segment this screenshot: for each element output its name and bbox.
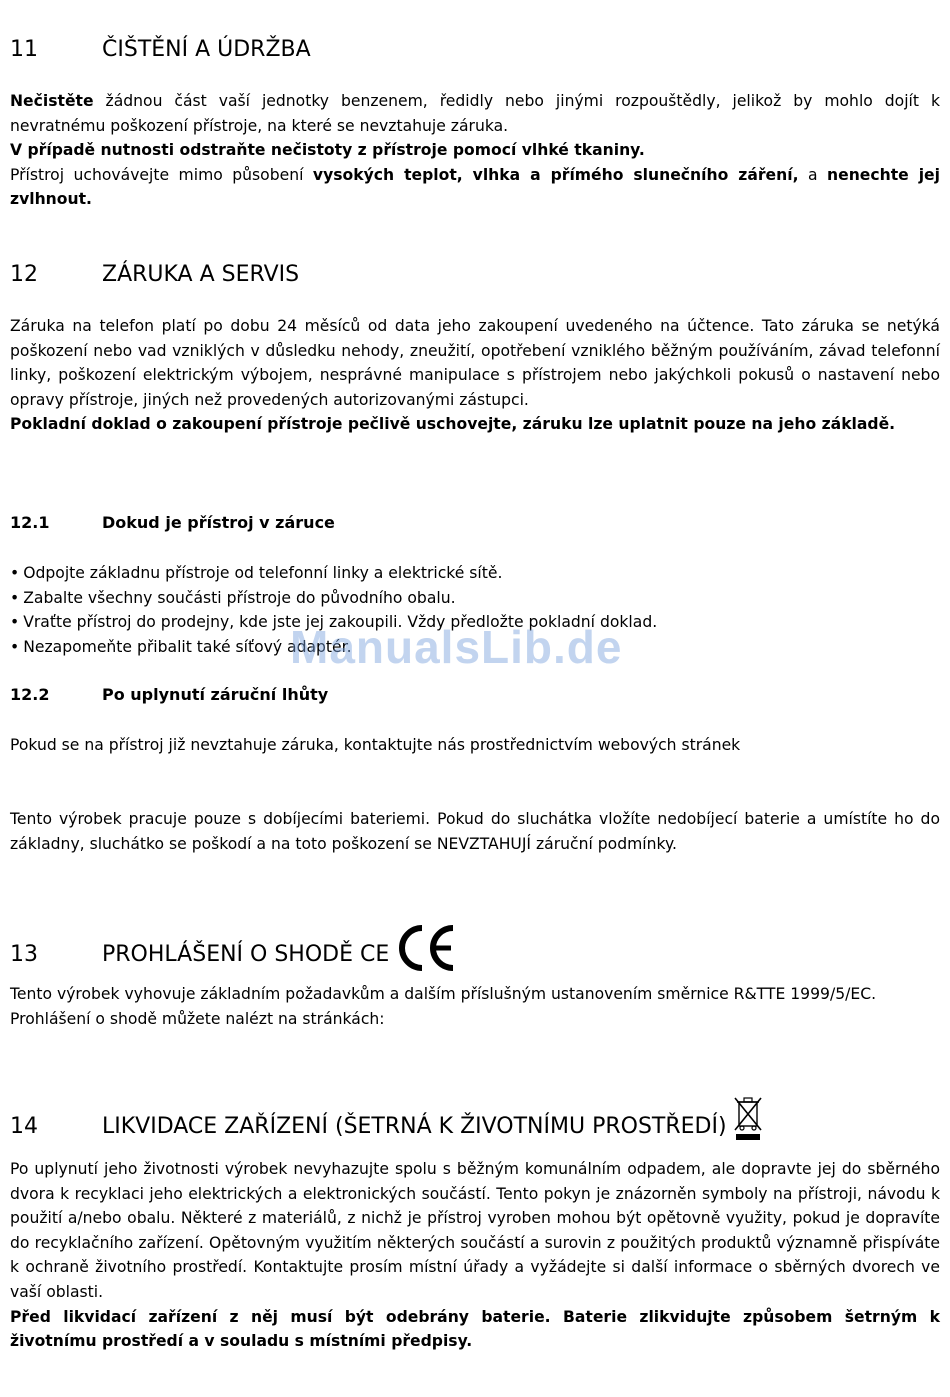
bold-text: nenechte jej zvlhnout. [10, 165, 940, 209]
list-item: • Odpojte základnu přístroje od telefonní linky a elektrické sítě. [10, 561, 940, 586]
section-number: 12 [10, 262, 38, 287]
bold-text: Před likvidací zařízení z něj musí být odebrány baterie. Baterie zlikvidujte způsobem šetrným k životnímu prostředí a v souladu s místními předpisy. [10, 1307, 940, 1351]
subsection-12-1-heading [10, 511, 335, 535]
section-13-heading [10, 924, 459, 967]
section-title: ZÁRUKA A SERVIS [102, 262, 300, 287]
subsection-title: Po uplynutí záruční lhůty [102, 685, 329, 704]
subsection-number: 12.2 [10, 685, 50, 704]
body-text: Přístroj uchovávejte mimo působení [10, 165, 313, 184]
body-text: Prohlášení o shodě můžete nalézt na stránkách: [10, 1009, 385, 1028]
section-number: 14 [10, 1114, 38, 1139]
bold-text: V případě nutnosti odstraňte nečistoty z přístroje pomocí vlhké tkaniny. [10, 141, 645, 160]
section-11-heading [10, 34, 311, 66]
section-12-heading [10, 259, 299, 291]
conformity-paragraph [10, 982, 940, 1031]
bold-text: Pokladní doklad o zakoupení přístroje pečlivě uschovejte, záruku lze uplatnit pouze na jeho základě. [10, 415, 896, 434]
crossed-bin-icon [733, 1096, 763, 1158]
list-item: • Zabalte všechny součásti přístroje do původního obalu. [10, 586, 940, 611]
body-text: Tento výrobek vyhovuje základním požadavkům a dalším příslušným ustanovením směrnice R&TTE 1999/5/EC. [10, 985, 877, 1003]
body-text: Záruka na telefon platí po dobu 24 měsíců od data jeho zakoupení uvedeného na účtence. Tato záruka se netýká poškození nebo vad vzniklých v důsledku nehody, zneužití, opotřebení vzniklého běžným používáním, závad telefonní linky, poškození elektrickým výbojem, nesprávné manipulace s přístrojem nebo jakýchkoli pokusů o nastavení nebo opravy přístroje, jiných než provedených autorizovanými zástupci. [10, 317, 940, 409]
section-number: 13 [10, 942, 38, 967]
body-text: Po uplynutí jeho životnosti výrobek nevyhazujte spolu s běžným komunálním odpadem, ale dopravte jej do sběrného dvora k recyklaci jeho elektrických a elektronických součástí. Tento pokyn je znázorněn symboly na přístroji, návodu k použití a/nebo obalu. Některé z materiálů, z nichž je přístroj vyroben mohou být opětovně využity, pokud je dopravíte do recyklačního zařízení. Opětovným využitím některých součástí a surovin z použitých produktů významně přispíváte k ochraně životního prostředí. Kontaktujte prosím místní úřady a vyžádejte si další informace o sběrných dvorech ve vaší oblasti. [10, 1160, 940, 1301]
bold-text: vysokých teplot, vlhka a přímého slunečního záření, [312, 165, 799, 184]
section-title: ČIŠTĚNÍ A ÚDRŽBA [102, 37, 311, 62]
list-item: • Nezapomeňte přibalit také síťový adaptér. [10, 635, 940, 660]
subsection-number: 12.1 [10, 513, 50, 532]
section-title: LIKVIDACE ZAŘÍZENÍ (ŠETRNÁ K ŽIVOTNÍMU PROSTŘEDÍ) [102, 1114, 727, 1139]
body-text: a [798, 165, 828, 184]
ce-mark-icon [395, 924, 459, 986]
body-text: žádnou část vaší jednotky benzenem, ředidly nebo jinými rozpouštědly, jelikož by mohlo dojít k nevratnému poškození přístroje, na které se nevztahuje záruka. [10, 92, 940, 135]
section-title: PROHLÁŠENÍ O SHODĚ CE [102, 942, 390, 967]
subsection-12-2-heading [10, 683, 328, 707]
after-warranty-paragraph [10, 733, 940, 758]
watermark: ManualsLib.de [290, 621, 623, 673]
section-number: 11 [10, 37, 38, 62]
section-14-heading [10, 1096, 763, 1144]
bold-text: Nečistěte [10, 92, 94, 110]
list-item: • Vraťte přístroj do prodejny, kde jste jej zakoupili. Vždy předložte pokladní doklad. [10, 610, 940, 635]
warranty-paragraph [10, 314, 940, 437]
body-text: Tento výrobek pracuje pouze s dobíjecími bateriemi. Pokud do sluchátka vložíte nedobíjecí baterie a umístíte ho do základny, sluchátko se poškodí a na toto poškození se NEVZTAHUJÍ záruční podmínky. [10, 810, 940, 853]
subsection-title: Dokud je přístroj v záruce [102, 513, 335, 532]
cleaning-paragraph [10, 89, 940, 212]
battery-paragraph [10, 807, 940, 856]
disposal-paragraph [10, 1157, 940, 1354]
body-text: Pokud se na přístroj již nevztahuje záruka, kontaktujte nás prostřednictvím webových stránek [10, 736, 741, 754]
